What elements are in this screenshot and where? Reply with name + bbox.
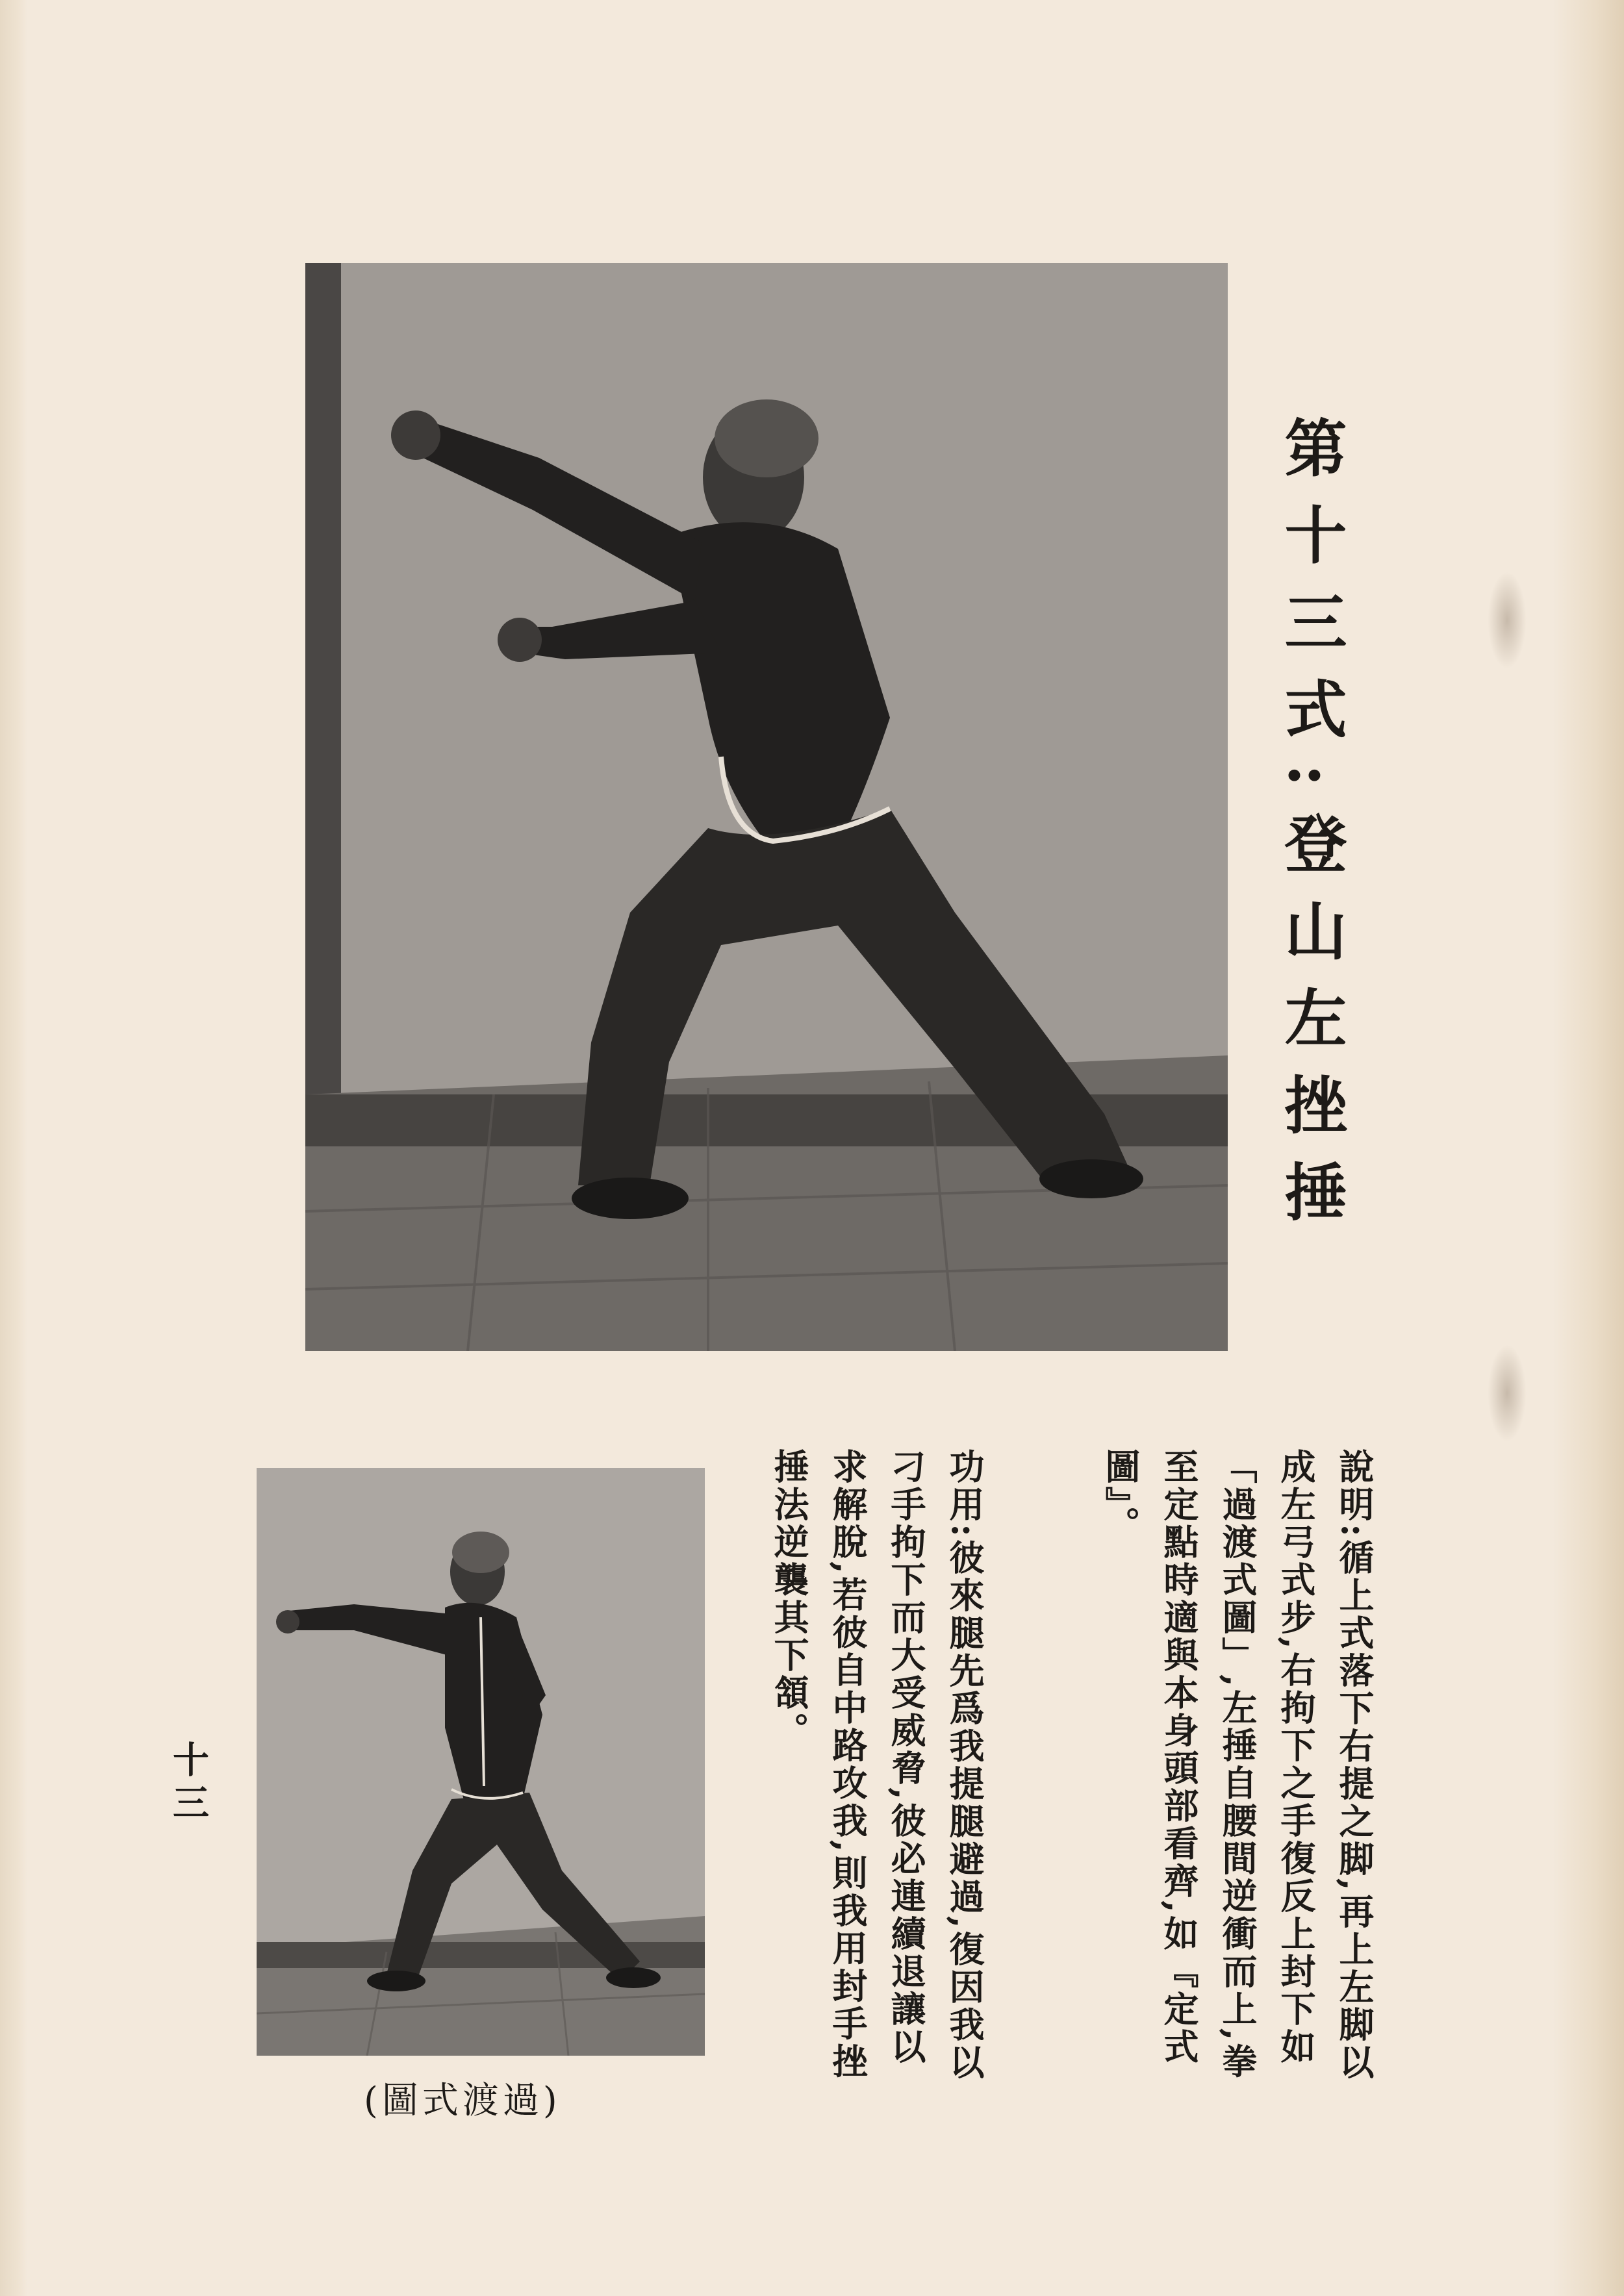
main-photo-final-posture bbox=[305, 263, 1228, 1351]
binding-crease-upper bbox=[1488, 572, 1527, 669]
page-number: 十三 bbox=[167, 1741, 210, 1826]
description-paragraph: 說明:循上式落下右提之脚,再上左脚以成左弓式步,右拘下之手復反上封下如「過渡式圖」,左捶自腰間逆衝而上,拳至定點時適與本身頭部看齊,如『定式圖』。 bbox=[1100, 1448, 1375, 2082]
body-text bbox=[747, 1448, 1384, 2098]
page-right-edge bbox=[1553, 0, 1624, 2296]
page-left-edge bbox=[0, 0, 27, 2296]
binding-crease-lower bbox=[1488, 1344, 1527, 1442]
function-paragraph: 功用:彼來腿先爲我提腿避過,復因我以刁手拘下而大受威脅,彼必連續退讓以求解脫,若彼自中路攻我,則我用封手挫捶法逆襲其下頷。 bbox=[768, 1448, 985, 2082]
small-photo-caption: (圖式渡過) bbox=[364, 2080, 561, 2122]
small-photo-transition-posture bbox=[257, 1468, 705, 2056]
section-title: 第十三式:登山左挫捶 bbox=[1275, 416, 1348, 1247]
